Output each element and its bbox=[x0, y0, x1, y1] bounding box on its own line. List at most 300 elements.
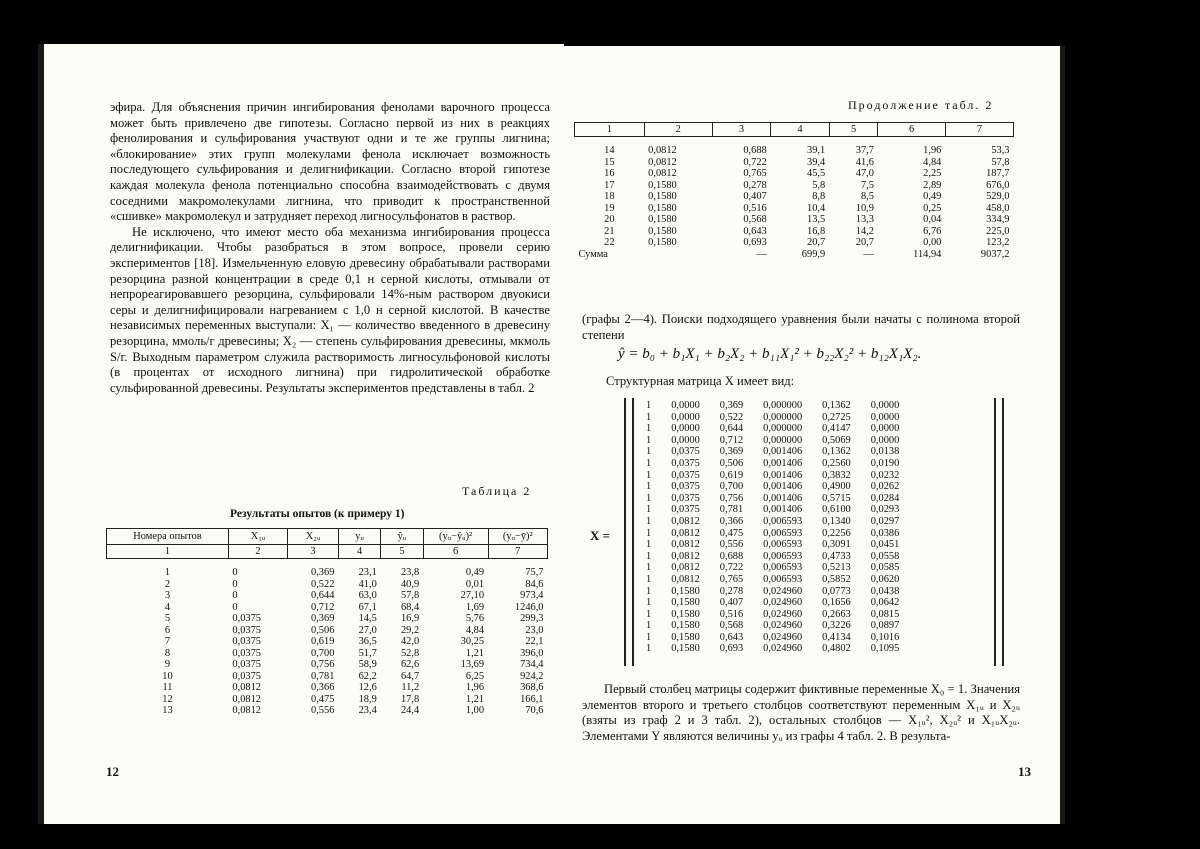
matrix-cell: 0,4802 bbox=[822, 643, 851, 655]
table-cell: 53,3 bbox=[991, 145, 1010, 156]
matrix-cell: 0,0375 bbox=[671, 492, 700, 504]
table-row bbox=[575, 203, 1014, 215]
table-cell: 0,1580 bbox=[648, 214, 677, 225]
table-cell: 0,407 bbox=[743, 191, 767, 202]
column-number: 6 bbox=[423, 545, 488, 559]
matrix-cell: 0,0620 bbox=[870, 573, 900, 585]
table-cell: 1,21 bbox=[465, 693, 485, 705]
table-row bbox=[575, 226, 1014, 238]
matrix-cell: 0,006593 bbox=[763, 573, 803, 585]
matrix-cell: 1 bbox=[646, 608, 652, 620]
table-cell: 0,765 bbox=[743, 168, 767, 179]
matrix-cell: 1 bbox=[646, 492, 652, 504]
matrix-cell: 1 bbox=[646, 515, 652, 527]
matrix-cell: 0,2725 bbox=[822, 411, 851, 423]
table-cell: 187,7 bbox=[986, 168, 1010, 179]
matrix-cell: 1 bbox=[646, 504, 652, 516]
table-cell: 1,21 bbox=[465, 647, 485, 659]
matrix-cell: 0,3226 bbox=[822, 620, 851, 632]
matrix-row bbox=[636, 632, 909, 644]
matrix-cell: 0,2663 bbox=[822, 608, 851, 620]
matrix-cell: 0,712 bbox=[719, 434, 744, 446]
column-number: 2 bbox=[228, 545, 287, 559]
matrix-cell: 0,0000 bbox=[870, 434, 900, 446]
right-page bbox=[562, 46, 1065, 824]
matrix-cell: 0,2560 bbox=[822, 457, 851, 469]
table-cell: 14,2 bbox=[855, 225, 874, 237]
table-cell: 0,756 bbox=[311, 659, 335, 670]
matrix-cell: 0,1580 bbox=[671, 631, 700, 643]
column-number: 3 bbox=[288, 545, 339, 559]
table-cell: 0,0812 bbox=[648, 156, 677, 168]
table-row bbox=[107, 625, 548, 637]
matrix-cell: 0,0812 bbox=[671, 539, 700, 551]
matrix-cell: 0,1580 bbox=[671, 643, 700, 655]
table-row bbox=[575, 214, 1014, 226]
table-cell: 166,1 bbox=[520, 693, 544, 705]
column-number: 5 bbox=[829, 123, 878, 137]
table-cell: 10,4 bbox=[807, 202, 826, 214]
table-cell: 0,0375 bbox=[232, 613, 261, 624]
matrix-cell: 1 bbox=[646, 631, 652, 643]
sum-cell: Сумма bbox=[578, 248, 608, 260]
matrix-cell: 0,644 bbox=[719, 423, 744, 435]
table-cell: 0,04 bbox=[923, 214, 942, 225]
matrix-cell: 0,006593 bbox=[763, 515, 803, 527]
matrix-cell: 0,001406 bbox=[763, 469, 803, 481]
table-cell: 0,693 bbox=[743, 237, 767, 248]
matrix-cell: 1 bbox=[646, 457, 652, 469]
matrix-cell: 0,001406 bbox=[763, 446, 803, 458]
sum-cell: 699,9 bbox=[801, 248, 826, 260]
table-cell: 75,7 bbox=[525, 567, 544, 578]
matrix-cell: 0,2256 bbox=[822, 527, 851, 539]
table-cell: 6 bbox=[164, 624, 171, 636]
matrix-cell: 1 bbox=[646, 411, 652, 423]
matrix-cell: 0,722 bbox=[719, 562, 744, 574]
matrix-cell: 0,0451 bbox=[870, 539, 900, 551]
matrix-row bbox=[636, 528, 909, 540]
paragraph-1: эфира. Для объяснения причин ингибирования фенолами варочного процесса может быть привлечено две гипотезы. Согласно первой из них в реакциях фенолирования и сульфирования участвуют одни и те же группы лигнина; «блокирование» этих групп молекулами фенола исключает возможность последующего сульфирования и делигнификации. Согласно второй гипотезе каждая молекула фенола потенциально способна взаимодействовать с двумя соседними макромолекулами лигнина, что приводит к пространственной «сшивке» макромолекул и затрудняет переход лигносульфонатов в раствор. bbox=[110, 100, 550, 224]
table-cell: 0,01 bbox=[465, 578, 485, 590]
matrix-row bbox=[636, 446, 909, 458]
matrix-row bbox=[636, 423, 909, 435]
matrix-cell: 0,4900 bbox=[822, 481, 851, 493]
matrix-cell: 0,001406 bbox=[763, 481, 803, 493]
table-cell: 0,49 bbox=[465, 567, 485, 578]
table-cell: 27,10 bbox=[460, 590, 485, 601]
table-cell: 68,4 bbox=[400, 601, 420, 613]
matrix-cell: 1 bbox=[646, 434, 652, 446]
matrix-row bbox=[636, 539, 909, 551]
table-cell: 17 bbox=[604, 179, 615, 191]
matrix-cell: 0,3832 bbox=[822, 469, 851, 481]
table-cell: 7 bbox=[164, 636, 171, 647]
matrix-cell: 0,0375 bbox=[671, 469, 700, 481]
sum-cell: — bbox=[863, 248, 874, 260]
search-equation-text: (графы 2—4). Поиски подходящего уравнения были начаты с полинома второй степени bbox=[582, 312, 1020, 342]
matrix-cell: 0,024960 bbox=[763, 620, 803, 632]
table-cell: 20,7 bbox=[855, 237, 874, 248]
table-cell: 12,6 bbox=[358, 682, 377, 693]
column-header: Номера опытов bbox=[107, 529, 229, 545]
results-table bbox=[106, 528, 548, 717]
table-cell: 63,0 bbox=[358, 590, 377, 601]
matrix-cell: 0,024960 bbox=[763, 631, 803, 643]
table-cell: 2 bbox=[164, 578, 171, 590]
table-cell: 396,0 bbox=[520, 647, 544, 659]
table-cell: 225,0 bbox=[986, 225, 1010, 237]
matrix-cell: 0,0297 bbox=[870, 515, 900, 527]
right-text-1 bbox=[582, 312, 1020, 343]
table-cell: 4,84 bbox=[923, 156, 942, 168]
table-cell: 51,7 bbox=[358, 647, 377, 659]
matrix-cell: 0,0815 bbox=[870, 608, 900, 620]
table-cell: 0,516 bbox=[743, 202, 767, 214]
table-cell: 16 bbox=[604, 168, 615, 179]
matrix-cell: 0,006593 bbox=[763, 550, 803, 562]
table-cell: 13 bbox=[162, 705, 173, 716]
table-cell: 0,688 bbox=[743, 145, 767, 156]
table-cell: 19 bbox=[604, 202, 615, 214]
table-cell: 23,8 bbox=[400, 567, 420, 578]
column-header: yᵤ bbox=[338, 529, 380, 545]
matrix-cell: 0,0000 bbox=[671, 423, 700, 435]
column-number: 7 bbox=[945, 123, 1013, 137]
table-cell: 45,5 bbox=[807, 168, 826, 179]
structure-matrix bbox=[636, 400, 909, 655]
table-cell: 0,0812 bbox=[232, 682, 261, 693]
table-cell: 41,0 bbox=[358, 578, 377, 590]
matrix-cell: 0,522 bbox=[719, 411, 744, 423]
table-cell: 0,643 bbox=[743, 225, 767, 237]
column-number: 1 bbox=[575, 123, 645, 137]
matrix-cell: 0,5852 bbox=[822, 573, 851, 585]
matrix-row bbox=[636, 620, 909, 632]
column-number: 4 bbox=[771, 123, 829, 137]
table-cell: 0,522 bbox=[311, 578, 335, 590]
matrix-cell: 1 bbox=[646, 446, 652, 458]
matrix-row bbox=[636, 470, 909, 482]
matrix-cell: 0,0375 bbox=[671, 504, 700, 516]
table-cell: 5 bbox=[164, 613, 171, 624]
matrix-cell: 0,0812 bbox=[671, 515, 700, 527]
column-header: (yᵤ−ŷᵤ)² bbox=[423, 529, 488, 545]
table-cell: 0,1580 bbox=[648, 225, 677, 237]
matrix-cell: 0,0812 bbox=[671, 527, 700, 539]
matrix-right-bracket bbox=[994, 398, 1004, 666]
table-cell: 0,0375 bbox=[232, 670, 261, 682]
matrix-cell: 0,700 bbox=[719, 481, 744, 493]
table-cell: 84,6 bbox=[525, 578, 544, 590]
table-cell: 18 bbox=[604, 191, 615, 202]
table-cell: 16,8 bbox=[807, 225, 826, 237]
table-cell: 0,0375 bbox=[232, 659, 261, 670]
matrix-cell: 0,1580 bbox=[671, 597, 700, 609]
matrix-cell: 0,0375 bbox=[671, 457, 700, 469]
matrix-cell: 0,1340 bbox=[822, 515, 851, 527]
table-cell: 0,712 bbox=[311, 601, 335, 613]
table-cell: 37,7 bbox=[855, 145, 874, 156]
table-cell: 0,568 bbox=[743, 214, 767, 225]
matrix-cell: 0,0812 bbox=[671, 562, 700, 574]
table-cell: 0,475 bbox=[311, 693, 335, 705]
table-row bbox=[107, 705, 548, 717]
table-row bbox=[107, 590, 548, 602]
matrix-row bbox=[636, 400, 909, 412]
matrix-cell: 0,781 bbox=[719, 504, 744, 516]
column-number-row bbox=[575, 123, 1014, 137]
regression-formula: ŷ = b₀ + b₁X₁ + b₂X₂ + b₁₁X₁² + b₂₂X₂² + b₁₂X₁X₂. bbox=[618, 346, 922, 362]
column-header: X₁ᵤ bbox=[228, 529, 287, 545]
table-cell: 676,0 bbox=[986, 179, 1010, 191]
table-cell: 0,366 bbox=[311, 682, 335, 693]
table-cell: 47,0 bbox=[855, 168, 874, 179]
table-cell: 1,96 bbox=[465, 682, 485, 693]
table-cell: 13,3 bbox=[855, 214, 874, 225]
table-cell: 14 bbox=[604, 145, 615, 156]
table-cell: 0,369 bbox=[311, 567, 335, 578]
matrix-cell: 0,568 bbox=[719, 620, 744, 632]
table-row bbox=[107, 694, 548, 706]
matrix-row bbox=[636, 458, 909, 470]
table-cell: 57,8 bbox=[400, 590, 420, 601]
matrix-cell: 1 bbox=[646, 481, 652, 493]
table-cell: 299,3 bbox=[520, 613, 544, 624]
table-cell: 36,5 bbox=[358, 636, 377, 647]
table-cell: 20 bbox=[604, 214, 615, 225]
matrix-cell: 0,1580 bbox=[671, 585, 700, 597]
matrix-row bbox=[636, 435, 909, 447]
matrix-cell: 0,5069 bbox=[822, 434, 851, 446]
matrix-cell: 1 bbox=[646, 562, 652, 574]
matrix-cell: 0,0558 bbox=[870, 550, 900, 562]
table-cell: 0,0812 bbox=[232, 705, 261, 716]
table-cell: 0,1580 bbox=[648, 237, 677, 248]
table-cell: 10 bbox=[162, 670, 173, 682]
matrix-cell: 0,693 bbox=[719, 643, 744, 655]
table-cell: 368,6 bbox=[520, 682, 544, 693]
table-cell: 8,8 bbox=[812, 191, 826, 202]
matrix-cell: 1 bbox=[646, 423, 652, 435]
matrix-cell: 0,024960 bbox=[763, 585, 803, 597]
matrix-cell: 0,278 bbox=[719, 585, 744, 597]
table-cell: 18,9 bbox=[358, 693, 377, 705]
matrix-cell: 0,001406 bbox=[763, 457, 803, 469]
table-cell: 70,6 bbox=[525, 705, 544, 716]
matrix-cell: 0,0000 bbox=[671, 434, 700, 446]
matrix-cell: 0,0190 bbox=[870, 457, 900, 469]
matrix-cell: 0,756 bbox=[719, 492, 744, 504]
matrix-cell: 0,000000 bbox=[763, 434, 803, 446]
table-row bbox=[107, 559, 548, 579]
table-cell: 334,9 bbox=[986, 214, 1010, 225]
table-cell: 41,6 bbox=[855, 156, 874, 168]
table-cell: 23,1 bbox=[358, 567, 377, 578]
table-cell: 924,2 bbox=[520, 670, 544, 682]
column-number: 3 bbox=[712, 123, 770, 137]
matrix-cell: 0,024960 bbox=[763, 597, 803, 609]
matrix-row bbox=[636, 481, 909, 493]
matrix-cell: 0,765 bbox=[719, 573, 744, 585]
table-cell: 0,1580 bbox=[648, 202, 677, 214]
matrix-cell: 0,0812 bbox=[671, 573, 700, 585]
table-row bbox=[107, 636, 548, 648]
table-cell: 0,0375 bbox=[232, 636, 261, 647]
matrix-row bbox=[636, 574, 909, 586]
table-cell: 0,0812 bbox=[648, 145, 677, 156]
sum-row bbox=[575, 249, 1014, 261]
table-row bbox=[575, 237, 1014, 249]
matrix-cell: 0,000000 bbox=[763, 423, 803, 435]
table-row bbox=[107, 579, 548, 591]
matrix-row bbox=[636, 493, 909, 505]
table-cell: 5,8 bbox=[812, 179, 826, 191]
matrix-cell: 0,0293 bbox=[870, 504, 900, 516]
matrix-cell: 0,1580 bbox=[671, 620, 700, 632]
table-cell: 11 bbox=[162, 682, 173, 693]
table-cell: 16,9 bbox=[400, 613, 420, 624]
matrix-cell: 0,0284 bbox=[870, 492, 900, 504]
table-row bbox=[575, 137, 1014, 157]
table-cell: 0,0812 bbox=[648, 168, 677, 179]
left-body-text bbox=[110, 100, 550, 396]
table-cell: 0,0812 bbox=[232, 693, 261, 705]
matrix-cell: 0,0773 bbox=[822, 585, 851, 597]
matrix-cell: 0,1362 bbox=[822, 446, 851, 458]
table-cell: 58,9 bbox=[358, 659, 377, 670]
matrix-cell: 0,1656 bbox=[822, 597, 851, 609]
matrix-row bbox=[636, 597, 909, 609]
matrix-row bbox=[636, 562, 909, 574]
table-cell: 1,96 bbox=[923, 145, 942, 156]
table-cell: 20,7 bbox=[807, 237, 826, 248]
table-cell: 62,6 bbox=[400, 659, 420, 670]
table-cell: 0,25 bbox=[923, 202, 942, 214]
matrix-cell: 0,006593 bbox=[763, 562, 803, 574]
table-cell: 23,4 bbox=[358, 705, 377, 716]
table-cell: 40,9 bbox=[400, 578, 420, 590]
table-cell: 0,644 bbox=[311, 590, 335, 601]
table-cell: 13,5 bbox=[807, 214, 826, 225]
table-cell: 8,5 bbox=[860, 191, 874, 202]
matrix-cell: 0,1362 bbox=[822, 400, 851, 411]
right-text-2 bbox=[606, 374, 1026, 390]
table-cell: 52,8 bbox=[400, 647, 420, 659]
table-cell: 0,49 bbox=[923, 191, 942, 202]
table-cell: 57,8 bbox=[991, 156, 1010, 168]
table-label: Таблица 2 bbox=[462, 484, 532, 498]
matrix-cell: 1 bbox=[646, 643, 652, 655]
table-cell: 1246,0 bbox=[514, 601, 544, 613]
results-table-continued bbox=[574, 122, 1014, 260]
matrix-cell: 0,0642 bbox=[870, 597, 900, 609]
table-cell: 22,1 bbox=[525, 636, 544, 647]
matrix-cell: 0,688 bbox=[719, 550, 744, 562]
matrix-cell: 0,0000 bbox=[671, 400, 700, 411]
matrix-cell: 0,407 bbox=[719, 597, 744, 609]
matrix-cell: 0,475 bbox=[719, 527, 744, 539]
matrix-cell: 0,643 bbox=[719, 631, 744, 643]
table-row bbox=[107, 682, 548, 694]
table-cell: 7,5 bbox=[860, 179, 874, 191]
table-cell: 0 bbox=[232, 567, 238, 578]
table-cell: 17,8 bbox=[400, 693, 420, 705]
table-cell: 39,4 bbox=[807, 156, 826, 168]
table-cell: 0,00 bbox=[923, 237, 942, 248]
matrix-cell: 1 bbox=[646, 539, 652, 551]
matrix-cell: 0,006593 bbox=[763, 539, 803, 551]
matrix-cell: 0,369 bbox=[719, 446, 744, 458]
matrix-cell: 0,3091 bbox=[822, 539, 851, 551]
table-cell: 529,0 bbox=[986, 191, 1010, 202]
table-cell: 0,1580 bbox=[648, 179, 677, 191]
table-cell: 22 bbox=[604, 237, 615, 248]
table-cell: 0,0375 bbox=[232, 624, 261, 636]
table-cell: 23,0 bbox=[525, 624, 544, 636]
matrix-cell: 0,0375 bbox=[671, 481, 700, 493]
matrix-row bbox=[636, 609, 909, 621]
table-cell: 1,69 bbox=[465, 601, 485, 613]
matrix-cell: 1 bbox=[646, 550, 652, 562]
matrix-cell: 0,366 bbox=[719, 515, 744, 527]
matrix-cell: 1 bbox=[646, 597, 652, 609]
matrix-cell: 0,0386 bbox=[870, 527, 900, 539]
matrix-description-text: Первый столбец матрицы содержит фиктивные переменные X₀ = 1. Значения элементов второго и третьего столбцов соответствуют переменным X₁ᵤ и X₂ᵤ (взяты из граф 2 и 3 табл. 2), остальных столбцов — X₁ᵤ², X₂ᵤ² и X₁ᵤX₂ᵤ. Элементами Y являются величины yᵤ из графы 4 табл. 2. В результа- bbox=[582, 682, 1020, 743]
matrix-cell: 0,4134 bbox=[822, 631, 851, 643]
matrix-cell: 0,0232 bbox=[870, 469, 900, 481]
column-header: (yᵤ−ȳ)² bbox=[488, 529, 547, 545]
table-cell: 6,76 bbox=[923, 225, 942, 237]
table-row bbox=[107, 613, 548, 625]
table-cell: 10,9 bbox=[855, 202, 874, 214]
continuation-label: Продолжение табл. 2 bbox=[848, 98, 994, 112]
table-cell: 62,2 bbox=[358, 670, 377, 682]
table-cell: 4 bbox=[164, 601, 171, 613]
table-row bbox=[107, 648, 548, 660]
table-cell: 42,0 bbox=[400, 636, 420, 647]
table-cell: 0,1580 bbox=[648, 191, 677, 202]
column-number-row bbox=[107, 545, 548, 559]
matrix-row bbox=[636, 412, 909, 424]
table-cell: 27,0 bbox=[358, 624, 377, 636]
page-number-left: 12 bbox=[106, 764, 119, 779]
matrix-cell: 0,0000 bbox=[671, 411, 700, 423]
matrix-cell: 0,024960 bbox=[763, 643, 803, 655]
column-number: 4 bbox=[338, 545, 380, 559]
table-caption: Результаты опытов (к примеру 1) bbox=[230, 508, 405, 520]
column-header: X₂ᵤ bbox=[288, 529, 339, 545]
table-cell: 21 bbox=[604, 225, 615, 237]
matrix-cell: 0,1580 bbox=[671, 608, 700, 620]
table-cell: 6,25 bbox=[465, 670, 485, 682]
matrix-cell: 1 bbox=[646, 527, 652, 539]
matrix-cell: 1 bbox=[646, 585, 652, 597]
matrix-cell: 0,0375 bbox=[671, 446, 700, 458]
matrix-cell: 0,1016 bbox=[870, 631, 900, 643]
matrix-row bbox=[636, 643, 909, 655]
matrix-intro-text: Структурная матрица X имеет вид: bbox=[606, 374, 795, 388]
paragraph-2: Не исключено, что имеют место оба механизма ингибирования процесса делигнификации. Чтобы разобраться в этом вопросе, провели серию экспериментов [18]. Измельченную еловую древесину обрабатывали растворами резорцина разной концентрации в среде 0,1 н серной кислоты, отмывали от непрореагировавшего резорцина, сульфировали 14%-ным раствором двуокиси серы и делигнифицировали нагреванием с 1,0 н серной кислотой. В качестве независимых переменных выступали: X₁ — количество введенного в древесину резорцина, ммоль/г древесины; X₂ — степень сульфирования древесины, мкмоль S/г. Выходным параметром служила растворимость лигносульфоновой кислоты (в процентах от исходного лигнина) при гидролитической обработке сульфированной древесины. Результаты экспериментов представлены в табл. 2 bbox=[110, 224, 550, 395]
matrix-row bbox=[636, 551, 909, 563]
table-cell: 0,506 bbox=[311, 624, 335, 636]
table-cell: 14,5 bbox=[358, 613, 377, 624]
table-cell: 0,0375 bbox=[232, 647, 261, 659]
table-cell: 0,619 bbox=[311, 636, 335, 647]
matrix-row bbox=[636, 516, 909, 528]
matrix-cell: 0,4147 bbox=[822, 423, 851, 435]
matrix-cell: 0,000000 bbox=[763, 411, 803, 423]
